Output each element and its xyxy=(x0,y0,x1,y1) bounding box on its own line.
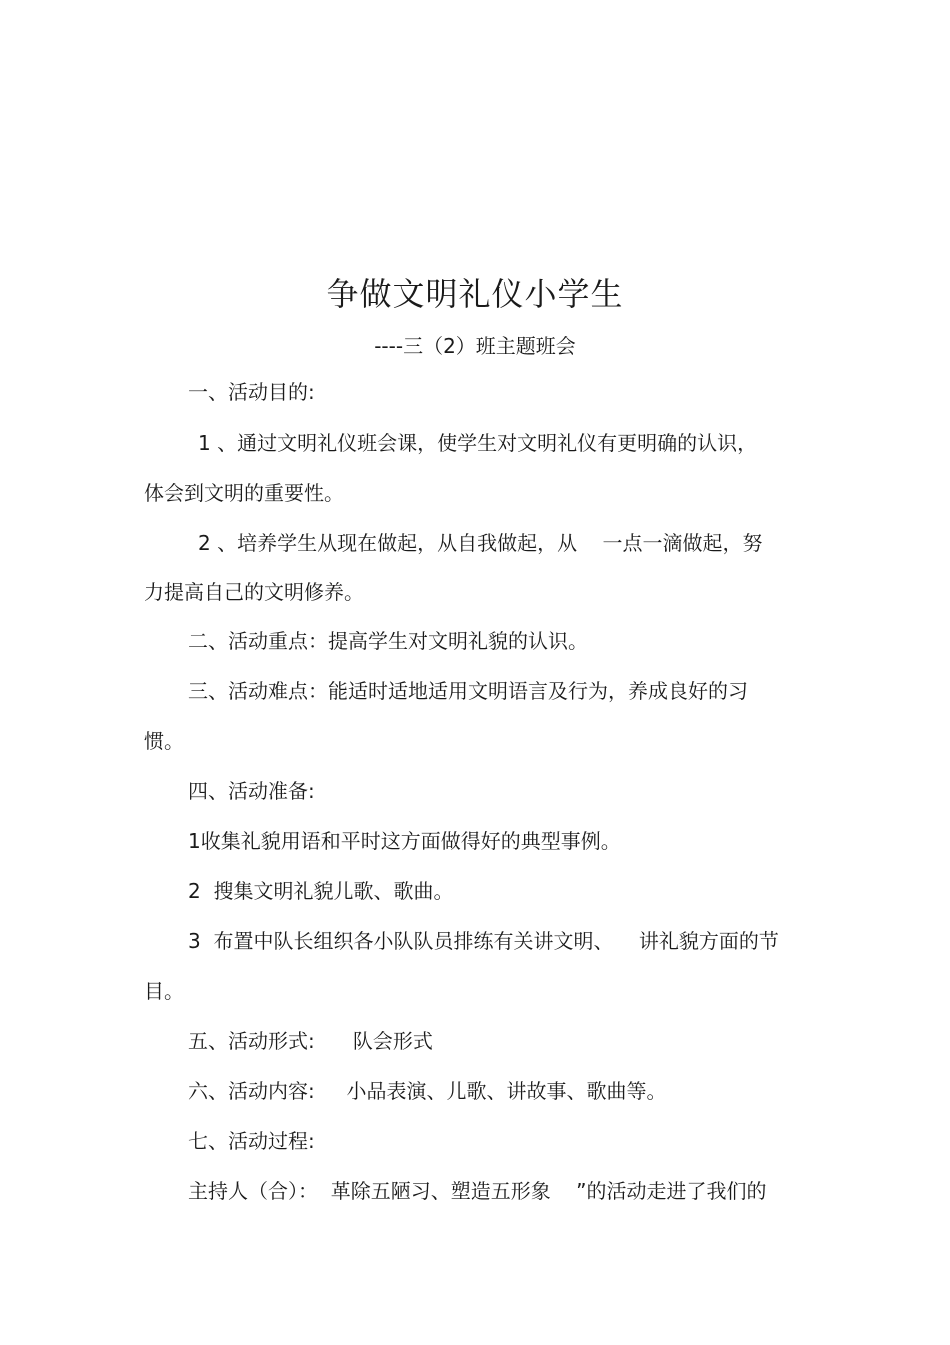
goal-item-2-cont: 力提高自己的文明修养。 xyxy=(144,580,364,604)
section-heading-goals: 一、活动目的: xyxy=(188,380,315,404)
prep-item-2: 2 搜集文明礼貌儿歌、歌曲。 xyxy=(188,879,454,903)
section-heading-process: 七、活动过程: xyxy=(188,1129,315,1153)
prep-item-1: 1收集礼貌用语和平时这方面做得好的典型事例。 xyxy=(188,829,621,853)
document-subtitle: ----三（2）班主题班会 xyxy=(374,334,576,358)
prep-item-3-cont: 目。 xyxy=(144,979,184,1003)
goal-item-1: 1 、通过文明礼仪班会课，使学生对文明礼仪有更明确的认识， xyxy=(198,431,758,455)
section-format: 五、活动形式: 队会形式 xyxy=(188,1029,433,1053)
goal-item-2: 2 、培养学生从现在做起，从自我做起，从 一点一滴做起，努 xyxy=(198,531,763,555)
document-title: 争做文明礼仪小学生 xyxy=(326,275,624,313)
section-difficulty-cont: 惯。 xyxy=(144,729,184,753)
section-heading-preparation: 四、活动准备: xyxy=(188,779,315,803)
section-content: 六、活动内容: 小品表演、儿歌、讲故事、歌曲等。 xyxy=(188,1079,667,1103)
prep-item-3: 3 布置中队长组织各小队队员排练有关讲文明、 讲礼貌方面的节 xyxy=(188,929,779,953)
host-speech: 主持人（合）： 革除五陋习、塑造五形象 ”的活动走进了我们的 xyxy=(188,1179,767,1203)
section-difficulty: 三、活动难点：能适时适地适用文明语言及行为，养成良好的习 xyxy=(188,679,748,703)
goal-item-1-cont: 体会到文明的重要性。 xyxy=(144,481,344,505)
section-focus: 二、活动重点：提高学生对文明礼貌的认识。 xyxy=(188,629,588,653)
